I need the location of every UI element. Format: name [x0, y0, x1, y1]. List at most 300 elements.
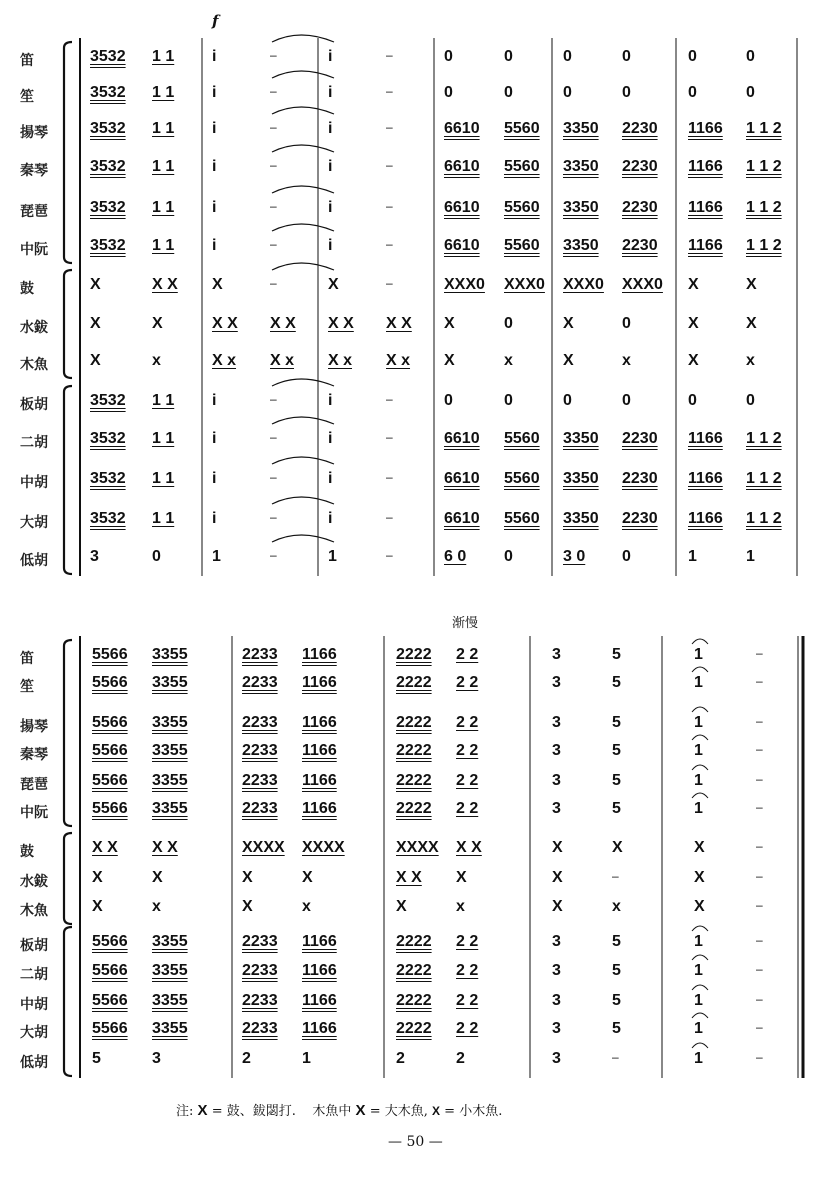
note-cell: –: [270, 84, 277, 98]
note-cell: 0: [444, 84, 453, 101]
note-cell: X X: [396, 869, 422, 886]
instrument-label: 琵琶: [20, 204, 48, 220]
note-cell: 2 2: [456, 646, 479, 663]
note-cell: –: [756, 714, 763, 728]
note-cell: 1166: [688, 430, 723, 447]
note-cell: 0: [563, 392, 572, 409]
fermata-arc: [692, 735, 708, 740]
note-cell: –: [270, 199, 277, 213]
note-cell: 5: [612, 646, 621, 663]
note-cell: i: [212, 84, 217, 101]
fermata-arc: [692, 955, 708, 960]
note-cell: X: [152, 315, 163, 332]
note-cell: X: [694, 898, 705, 915]
note-cell: x: [622, 352, 631, 369]
note-cell: XXXX: [302, 839, 345, 856]
note-cell: X: [302, 869, 313, 886]
note-cell: 0: [746, 84, 755, 101]
note-cell: 5560: [504, 430, 540, 447]
note-cell: 6610: [444, 120, 480, 137]
note-cell: –: [386, 392, 393, 406]
note-cell: 1 1 2: [746, 237, 782, 254]
group-bracket: [64, 386, 72, 574]
footnote-big-symbol: X: [355, 1102, 366, 1119]
note-cell: 3532: [90, 470, 126, 487]
note-cell: –: [756, 1050, 763, 1064]
group-bracket: [64, 640, 72, 826]
note-cell: 1: [302, 1050, 311, 1067]
note-cell: i: [328, 470, 333, 487]
note-cell: –: [756, 800, 763, 814]
note-cell: XXX0: [444, 276, 485, 293]
footnote: [176, 1100, 502, 1119]
note-cell: 1166: [688, 158, 723, 175]
fermata-arc: [692, 667, 708, 672]
note-cell: 5: [612, 674, 621, 691]
note-cell: 1 1: [152, 48, 175, 65]
note-cell: –: [756, 839, 763, 853]
note-cell: 3355: [152, 1020, 188, 1037]
note-cell: 1166: [302, 646, 337, 663]
instrument-label: 水鈸: [20, 320, 48, 336]
footnote-part1: = 鼓、鈸閟打.: [211, 1104, 296, 1119]
note-cell: 0: [504, 84, 513, 101]
note-cell: x: [152, 898, 161, 915]
note-cell: 3350: [563, 430, 599, 447]
note-cell: 6610: [444, 470, 480, 487]
note-cell: 3355: [152, 646, 188, 663]
note-cell: –: [270, 276, 277, 290]
note-cell: X: [688, 315, 699, 332]
note-cell: 0: [746, 392, 755, 409]
note-cell: X X: [270, 315, 296, 332]
note-cell: XXXX: [396, 839, 439, 856]
note-cell: –: [386, 237, 393, 251]
instrument-label: 笛: [20, 53, 34, 69]
instrument-label: 秦琴: [20, 163, 48, 179]
instrument-label: 低胡: [20, 1055, 48, 1071]
note-cell: 5566: [92, 933, 128, 950]
note-cell: 6610: [444, 199, 480, 216]
note-cell: x: [456, 898, 465, 915]
note-cell: 0: [504, 392, 513, 409]
note-cell: –: [270, 158, 277, 172]
note-cell: 1 1 2: [746, 158, 782, 175]
note-cell: –: [270, 392, 277, 406]
note-cell: 2 2: [456, 800, 479, 817]
note-cell: 2233: [242, 742, 278, 759]
note-cell: –: [756, 674, 763, 688]
note-cell: 2222: [396, 933, 432, 950]
note-cell: X: [90, 276, 101, 293]
note-cell: 3: [552, 1020, 561, 1037]
note-cell: 2 2: [456, 772, 479, 789]
note-cell: 2233: [242, 933, 278, 950]
note-cell: X: [563, 315, 574, 332]
fermata-arc: [692, 793, 708, 798]
note-cell: X: [90, 352, 101, 369]
note-cell: x: [152, 352, 161, 369]
note-cell: 3532: [90, 392, 126, 409]
note-cell: 0: [622, 48, 631, 65]
note-cell: 3350: [563, 470, 599, 487]
note-cell: 2222: [396, 962, 432, 979]
note-cell: X: [552, 869, 563, 886]
note-cell: 1: [694, 742, 703, 759]
note-cell: 1166: [302, 933, 337, 950]
note-cell: –: [756, 646, 763, 660]
note-cell: 1 1 2: [746, 120, 782, 137]
note-cell: i: [328, 392, 333, 409]
note-cell: 3355: [152, 800, 188, 817]
note-cell: 3532: [90, 237, 126, 254]
note-cell: 3: [152, 1050, 161, 1067]
instrument-label: 大胡: [20, 515, 48, 531]
instrument-label: 中胡: [20, 475, 48, 491]
tie-arc: [272, 224, 334, 231]
fermata-arc: [692, 1043, 708, 1048]
note-cell: 2 2: [456, 962, 479, 979]
note-cell: –: [756, 933, 763, 947]
footnote-small-symbol: X: [432, 1104, 441, 1118]
note-cell: 2: [396, 1050, 405, 1067]
note-cell: 1 1: [152, 158, 175, 175]
instrument-label: 琵琶: [20, 777, 48, 793]
note-cell: i: [328, 510, 333, 527]
note-cell: 2222: [396, 1020, 432, 1037]
note-cell: 0: [622, 392, 631, 409]
note-cell: 0: [688, 84, 697, 101]
note-cell: 2 2: [456, 714, 479, 731]
note-cell: i: [328, 237, 333, 254]
note-cell: i: [328, 84, 333, 101]
note-cell: 3532: [90, 158, 126, 175]
note-cell: –: [270, 430, 277, 444]
tempo-marking: 渐慢: [452, 616, 479, 631]
tie-arc: [272, 107, 334, 114]
instrument-label: 水鈸: [20, 874, 48, 890]
note-cell: i: [328, 430, 333, 447]
note-cell: 1166: [688, 510, 723, 527]
note-cell: 1166: [302, 742, 337, 759]
note-cell: 1166: [302, 674, 337, 691]
note-cell: 3532: [90, 120, 126, 137]
note-cell: X: [552, 898, 563, 915]
instrument-label: 揚琴: [20, 125, 48, 141]
instrument-label: 中胡: [20, 997, 48, 1013]
note-cell: 5560: [504, 199, 540, 216]
note-cell: 3350: [563, 158, 599, 175]
note-cell: X: [90, 315, 101, 332]
note-cell: 1 1 2: [746, 199, 782, 216]
note-cell: i: [212, 510, 217, 527]
note-cell: 0: [746, 48, 755, 65]
note-cell: XXXX: [242, 839, 285, 856]
note-cell: 1 1: [152, 84, 175, 101]
note-cell: –: [386, 510, 393, 524]
note-cell: 5: [612, 933, 621, 950]
note-cell: X x: [270, 352, 295, 369]
note-cell: i: [212, 199, 217, 216]
note-cell: i: [328, 120, 333, 137]
note-cell: X: [612, 839, 623, 856]
fermata-arc: [692, 926, 708, 931]
note-cell: –: [270, 510, 277, 524]
note-cell: 3532: [90, 199, 126, 216]
note-cell: i: [328, 48, 333, 65]
note-cell: X: [328, 276, 339, 293]
note-cell: 5: [612, 962, 621, 979]
note-cell: i: [212, 120, 217, 137]
note-cell: 2: [242, 1050, 251, 1067]
note-cell: 3350: [563, 199, 599, 216]
note-cell: X X: [152, 276, 178, 293]
note-cell: –: [386, 199, 393, 213]
note-cell: i: [212, 237, 217, 254]
note-cell: –: [756, 772, 763, 786]
note-cell: i: [328, 158, 333, 175]
note-cell: X: [746, 315, 757, 332]
tie-arc: [272, 497, 334, 504]
note-cell: 3355: [152, 992, 188, 1009]
note-cell: –: [386, 48, 393, 62]
note-cell: 2230: [622, 120, 658, 137]
note-cell: 2 2: [456, 742, 479, 759]
note-cell: 0: [444, 48, 453, 65]
note-cell: 6610: [444, 237, 480, 254]
note-cell: 1: [694, 800, 703, 817]
note-cell: 2222: [396, 772, 432, 789]
note-cell: –: [386, 120, 393, 134]
instrument-label: 木魚: [20, 357, 48, 373]
footnote-part4: = 小木魚.: [444, 1104, 503, 1119]
note-cell: 2 2: [456, 1020, 479, 1037]
tie-arc: [272, 457, 334, 464]
note-cell: 1: [694, 1050, 703, 1067]
note-cell: 2230: [622, 237, 658, 254]
note-cell: 2222: [396, 800, 432, 817]
note-cell: X: [688, 276, 699, 293]
note-cell: 2222: [396, 674, 432, 691]
note-cell: –: [756, 962, 763, 976]
note-cell: 3350: [563, 120, 599, 137]
note-cell: 2233: [242, 962, 278, 979]
instrument-label: 笛: [20, 651, 34, 667]
note-cell: x: [302, 898, 311, 915]
note-cell: X: [92, 869, 103, 886]
note-cell: –: [270, 470, 277, 484]
note-cell: 1 1: [152, 237, 175, 254]
note-cell: 3532: [90, 48, 126, 65]
note-cell: 1 1: [152, 120, 175, 137]
fermata-arc: [692, 1013, 708, 1018]
note-cell: –: [386, 470, 393, 484]
note-cell: X x: [212, 352, 237, 369]
note-cell: 6610: [444, 158, 480, 175]
note-cell: 5566: [92, 742, 128, 759]
note-cell: 5566: [92, 772, 128, 789]
note-cell: x: [746, 352, 755, 369]
instrument-label: 低胡: [20, 553, 48, 569]
note-cell: 1 1 2: [746, 470, 782, 487]
note-cell: 2233: [242, 674, 278, 691]
note-cell: X: [694, 839, 705, 856]
group-bracket: [64, 927, 72, 1076]
group-bracket: [64, 270, 72, 378]
instrument-label: 中阮: [20, 242, 48, 258]
group-bracket: [64, 833, 72, 924]
note-cell: 0: [504, 315, 513, 332]
note-cell: 1166: [302, 1020, 337, 1037]
note-cell: 2222: [396, 992, 432, 1009]
note-cell: 5566: [92, 714, 128, 731]
note-cell: 0: [152, 548, 161, 565]
note-cell: 3: [552, 962, 561, 979]
note-cell: 2233: [242, 646, 278, 663]
note-cell: 5560: [504, 470, 540, 487]
note-cell: 2 2: [456, 674, 479, 691]
note-cell: X X: [456, 839, 482, 856]
note-cell: 2222: [396, 742, 432, 759]
instrument-label: 中阮: [20, 805, 48, 821]
instrument-label: 大胡: [20, 1025, 48, 1041]
fermata-arc: [692, 639, 708, 644]
footnote-part2: 木魚中: [312, 1104, 352, 1119]
note-cell: 3350: [563, 510, 599, 527]
note-cell: 2 2: [456, 933, 479, 950]
note-cell: X x: [328, 352, 353, 369]
tie-arc: [272, 145, 334, 152]
note-cell: 3350: [563, 237, 599, 254]
note-cell: 1: [212, 548, 221, 565]
note-cell: 2233: [242, 800, 278, 817]
note-cell: –: [270, 237, 277, 251]
note-cell: X x: [386, 352, 411, 369]
note-cell: 0: [563, 48, 572, 65]
note-cell: 6 0: [444, 548, 467, 565]
note-cell: 2233: [242, 772, 278, 789]
note-cell: 5: [612, 800, 621, 817]
note-cell: 0: [622, 548, 631, 565]
note-cell: 1: [328, 548, 337, 565]
tie-arc: [272, 263, 334, 270]
note-cell: 1: [694, 646, 703, 663]
fermata-arc: [692, 765, 708, 770]
note-cell: X X: [386, 315, 412, 332]
note-cell: –: [612, 869, 619, 883]
note-cell: 5: [612, 1020, 621, 1037]
note-cell: X: [552, 839, 563, 856]
note-cell: 1166: [688, 237, 723, 254]
note-cell: 1: [694, 962, 703, 979]
instrument-label: 木魚: [20, 903, 48, 919]
note-cell: 2233: [242, 1020, 278, 1037]
note-cell: 0: [622, 315, 631, 332]
note-cell: 1166: [302, 962, 337, 979]
note-cell: 1: [694, 772, 703, 789]
note-cell: 3355: [152, 714, 188, 731]
note-cell: 3 0: [563, 548, 586, 565]
instrument-label: 鼓: [20, 281, 34, 297]
note-cell: 3355: [152, 742, 188, 759]
note-cell: 3: [552, 800, 561, 817]
note-cell: 0: [504, 548, 513, 565]
note-cell: 2222: [396, 714, 432, 731]
note-cell: 1 1: [152, 470, 175, 487]
note-cell: –: [270, 48, 277, 62]
note-cell: 5566: [92, 962, 128, 979]
note-cell: XXX0: [504, 276, 545, 293]
note-cell: X: [242, 869, 253, 886]
note-cell: 3: [552, 933, 561, 950]
note-cell: 2 2: [456, 992, 479, 1009]
note-cell: –: [386, 276, 393, 290]
note-cell: 3: [552, 992, 561, 1009]
note-cell: X: [242, 898, 253, 915]
note-cell: 5: [612, 772, 621, 789]
group-bracket: [64, 42, 72, 263]
note-cell: 1: [694, 992, 703, 1009]
footnote-prefix: 注:: [176, 1104, 194, 1119]
note-cell: 2230: [622, 510, 658, 527]
note-cell: 0: [504, 48, 513, 65]
note-cell: 3532: [90, 84, 126, 101]
note-cell: 2230: [622, 470, 658, 487]
note-cell: 1166: [688, 470, 723, 487]
note-cell: –: [756, 742, 763, 756]
note-cell: –: [386, 548, 393, 562]
note-cell: 1166: [302, 992, 337, 1009]
note-cell: 1: [694, 1020, 703, 1037]
footnote-part3: = 大木魚,: [369, 1104, 428, 1119]
instrument-label: 笙: [20, 89, 34, 105]
note-cell: 1166: [302, 800, 337, 817]
note-cell: –: [756, 869, 763, 883]
note-cell: 1166: [688, 199, 723, 216]
dynamic-forte-marking: f: [212, 12, 219, 30]
note-cell: 5: [92, 1050, 101, 1067]
note-cell: X: [694, 869, 705, 886]
note-cell: 5560: [504, 237, 540, 254]
note-cell: i: [212, 48, 217, 65]
note-cell: x: [504, 352, 513, 369]
note-cell: i: [328, 199, 333, 216]
note-cell: XXX0: [622, 276, 663, 293]
note-cell: X: [746, 276, 757, 293]
note-cell: 3355: [152, 772, 188, 789]
note-cell: 5566: [92, 800, 128, 817]
note-cell: X X: [92, 839, 118, 856]
footnote-accent-symbol: X: [197, 1102, 208, 1119]
fermata-arc: [692, 985, 708, 990]
note-cell: X: [396, 898, 407, 915]
note-cell: 3532: [90, 430, 126, 447]
note-cell: 2233: [242, 992, 278, 1009]
note-cell: 5560: [504, 158, 540, 175]
note-cell: –: [386, 84, 393, 98]
tie-arc: [272, 417, 334, 424]
note-cell: 1: [694, 933, 703, 950]
note-cell: 6610: [444, 510, 480, 527]
tie-arc: [272, 379, 334, 386]
note-cell: 3: [552, 646, 561, 663]
tie-arc: [272, 186, 334, 193]
instrument-label: 二胡: [20, 435, 48, 451]
note-cell: 3355: [152, 933, 188, 950]
note-cell: 1: [694, 674, 703, 691]
tie-arc: [272, 71, 334, 78]
note-cell: 1: [746, 548, 755, 565]
